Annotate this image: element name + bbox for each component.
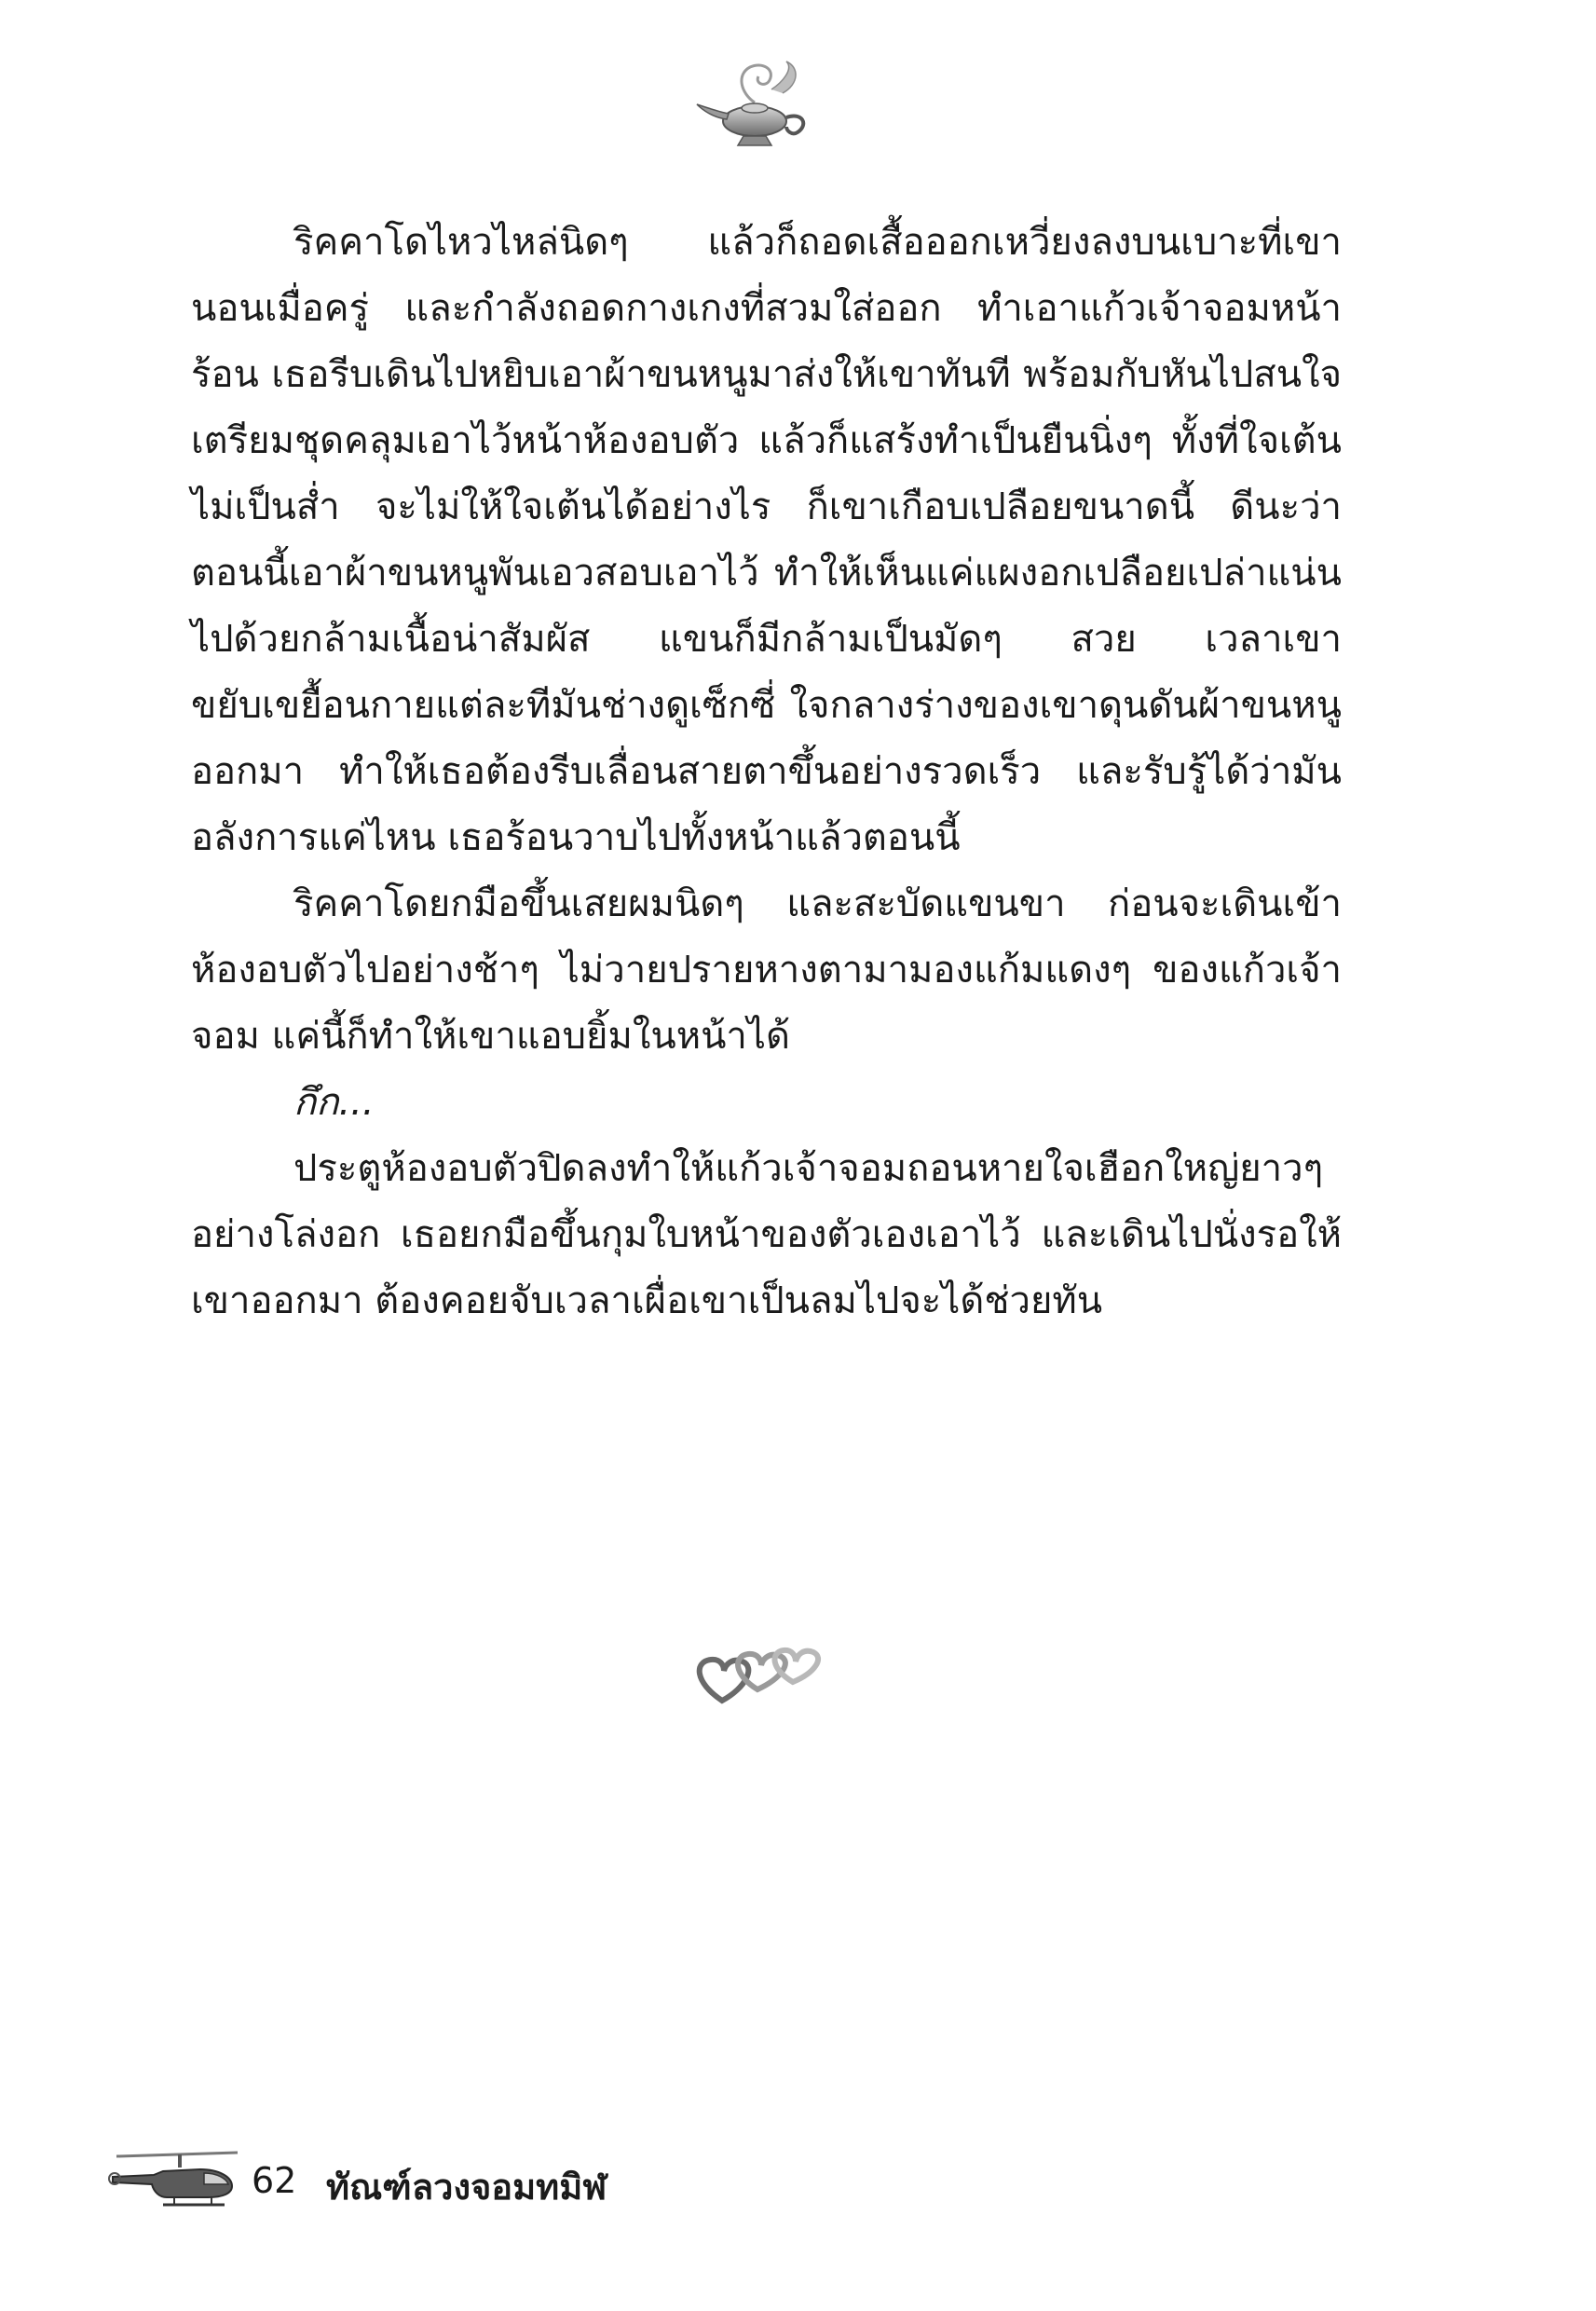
helicopter-icon (107, 2143, 247, 2218)
paragraph-sound-effect: กึก... (293, 1081, 375, 1124)
page-footer (107, 2143, 759, 2218)
page-number: 62 (252, 2160, 297, 2201)
hearts-icon (685, 1635, 834, 1719)
story-text (191, 210, 1342, 1334)
paragraph: ริคคาโดยกมือขึ้นเสยผมนิดๆ และสะบัดแขนขา ก่อนจะเดินเข้าห้องอบตัวไปอย่างช้าๆ ไม่วายปรายหางตามามองแก้มแดงๆ ของแก้วเจ้าจอม แค่นี้ก็ทำให้เขาแอบยิ้มในหน้าได้ (191, 882, 1342, 1058)
paragraph: ประตูห้องอบตัวปิดลงทำให้แก้วเจ้าจอมถอนหายใจเฮือกใหญ่ยาวๆ อย่างโล่งอก เธอยกมือขึ้นกุมใบหน้าของตัวเองเอาไว้ และเดินไปนั่งรอให้เขาออกมา ต้องคอยจับเวลาเผื่อเขาเป็นลมไปจะได้ช่วยทัน (191, 1147, 1342, 1322)
book-title: ทัณฑ์ลวงจอมทมิฬ (326, 2167, 607, 2208)
genie-lamp-icon (689, 56, 820, 158)
paragraph: ริคคาโดไหวไหล่นิดๆ แล้วก็ถอดเสื้อออกเหวี่ยงลงบนเบาะที่เขานอนเมื่อครู่ และกำลังถอดกางเกงที่สวมใส่ออก ทำเอาแก้วเจ้าจอมหน้าร้อน เธอรีบเดินไปหยิบเอาผ้าขนหนูมาส่งให้เขาทันที พร้อมกับหันไปสนใจเตรียมชุดคลุมเอาไว้หน้าห้องอบตัว แล้วก็แสร้งทำเป็นยืนนิ่งๆ ทั้งที่ใจเต้นไม่เป็นส่ำ จะไม่ให้ใจเต้นได้อย่างไร ก็เขาเกือบเปลือยขนาดนี้ ดีนะว่าตอนนี้เอาผ้าขนหนูพันเอวสอบเอาไว้ ทำให้เห็นแค่แผงอกเปลือยเปล่าแน่นไปด้วยกล้ามเนื้อน่าสัมผัส แขนก็มีกล้ามเป็นมัดๆ สวย เวลาเขาขยับเขยื้อนกายแต่ละทีมันช่างดูเซ็กซี่ ใจกลางร่างของเขาดุนดันผ้าขนหนูออกมา ทำให้เธอต้องรีบเลื่อนสายตาขึ้นอย่างรวดเร็ว และรับรู้ได้ว่ามันอลังการแค่ไหน เธอร้อนวาบไปทั้งหน้าแล้วตอนนี้ (191, 221, 1342, 859)
